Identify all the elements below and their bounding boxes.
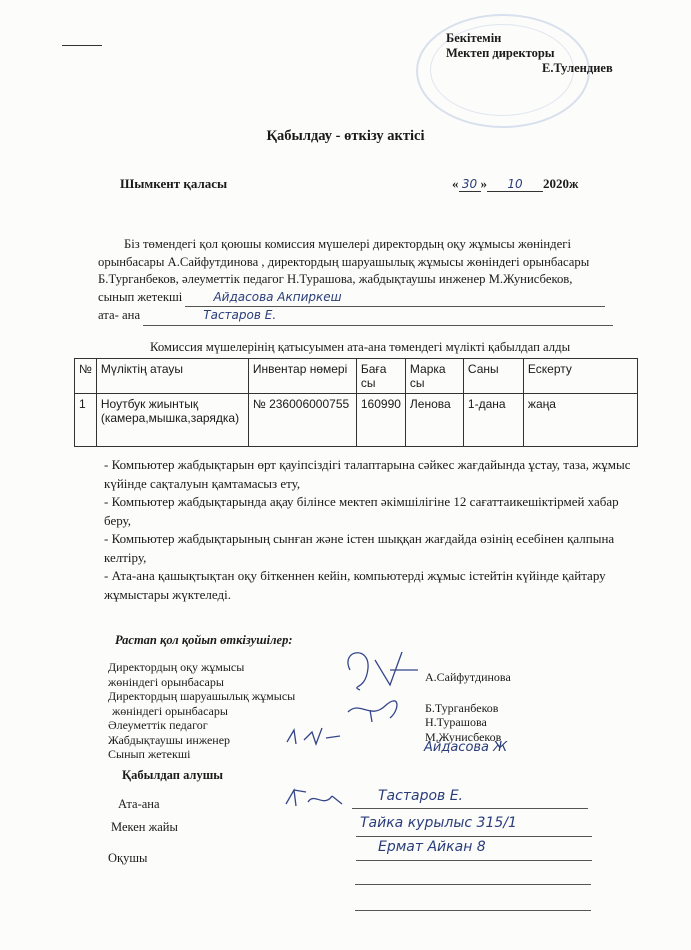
date-close-quote: » [480,176,487,191]
name-entry: М.Жунисбеков [425,729,502,744]
receiver-student-label: Оқушы [108,851,148,865]
pedagog-signature [282,722,352,752]
col-brand: Марка сы [405,359,463,394]
parent-signature [280,784,350,814]
name-entry: Н.Турашова [425,715,487,729]
col-quantity: Саны [463,359,523,394]
address-line [356,836,592,837]
top-mark [62,45,102,46]
signature-mark [287,728,340,744]
name-entry: А.Сайфутдинова [425,670,511,684]
role-label: жөніндегі орынбасары [108,674,224,689]
names-list [425,670,511,744]
rule-item: - Ата-ана қашықтықтан оқу біткеннен кейін, компьютерді жұмыс істейтін күйінде қайтару жұмыстары жүктеледі. [104,568,606,602]
parent-label: ата- ана [98,308,141,322]
role-label: Директордың шаруашылық жұмысы [108,689,296,703]
role-label: жөніндегі орынбасары [112,703,228,718]
table-header-row [75,359,638,394]
cell-note: жаңа [523,394,637,447]
date-day: 30 [459,177,481,192]
parent-line [98,307,633,326]
class-teacher-label: сынып жетекші [98,289,183,304]
blank-line [355,884,591,885]
date-month: 10 [487,177,543,192]
cell-inventory: № 236006000755 [248,394,356,447]
rule-item: - Компьютер жабдықтарының сынған және істен шыққан жағдайда өзінің есебінен қалпына келтіру, [104,531,615,565]
receiver-parent-label: Ата-ана [118,797,160,811]
roles-list [108,660,295,762]
signature-mark [286,790,342,806]
cell-quantity: 1-дана [463,394,523,447]
receiver-address-label: Мекен жайы [111,820,178,834]
cell-name: Ноутбук жиынтық (камера,мышка,зарядка) [96,394,248,447]
commission-line: Комиссия мүшелерінің қатысуымен ата-ана төмендегі мүлікті қабылдап алды [150,340,571,354]
confirm-title: Растап қол қойып өткізушілер: [115,633,293,647]
col-name: Мүліктің атауы [96,359,248,394]
student-handwriting: Ермат Айкан 8 [378,839,486,855]
parent-name-handwriting: Тастаров Е. [378,788,464,804]
approval-line3: Е.Тулендиев [542,61,613,75]
student-line [356,860,592,861]
role-label: Әлеуметтік педагог [108,718,208,732]
address-handwriting: Тайка курылыс 315/1 [360,815,517,831]
class-teacher-line [98,289,633,308]
rule-item: - Компьютер жабдықтарында ақау білінсе мектеп әкімшілігіне 12 сағаттаикешіктірмей хабар беру, [104,494,619,528]
role-label: Сынып жетекші [108,747,191,761]
intro-text: Біз төмендегі қол қоюшы комиссия мүшелері директордың оқу жұмысы жөніндегі орынбасары А.Сайфутдинова , директордың шаруашылық жұмысы жөніндегі орынбасары Б.Турганбеков, әлеуметтік педагог Н.Турашова, жабдықтаушы инженер М.Жунисбеков, [98,237,590,286]
intro-paragraph [98,236,633,326]
cell-price: 160990 [356,394,405,447]
parent-handwriting: Тастаров Е. [203,308,277,322]
col-number: № [75,359,97,394]
role-label: Директордың оқу жұмысы [108,660,245,674]
date-year: 2020ж [543,176,579,191]
property-table [74,358,638,447]
parent-signature-line [352,808,588,809]
rules-list [104,456,634,604]
signature-mark [348,652,418,690]
cell-brand: Ленова [405,394,463,447]
approval-block [446,31,613,76]
col-price: Баға сы [356,359,405,394]
class-teacher-fill [185,289,605,308]
date [452,176,578,192]
city: Шымкент қаласы [120,176,228,191]
teacher-signature-handwriting: Айдасова Ж [424,740,508,755]
class-teacher-handwriting: Айдасова Акпиркеш [213,289,342,304]
col-inventory: Инвентар нөмері [248,359,356,394]
document-title: Қабылдау - өткізу актісі [266,128,425,144]
date-open-quote: « [452,176,459,191]
receiver-title: Қабылдап алушы [122,768,224,782]
approval-line1: Бекітемін [446,31,502,45]
col-note: Ескерту [523,359,637,394]
rule-item: - Компьютер жабдықтарын өрт қауіпсіздігі талаптарына сәйкес жағдайында ұстау, таза, жұмыс күйінде сақталуын қамтамасыз ету, [104,457,631,491]
table-row [75,394,638,447]
blank-line [355,910,591,911]
signature-mark [348,701,397,722]
parent-fill [143,307,613,326]
name-entry: Б.Турганбеков [425,700,499,715]
cell-number: 1 [75,394,97,447]
role-label: Жабдықтаушы инженер [108,732,231,747]
approval-line2: Мектеп директоры [446,46,555,60]
